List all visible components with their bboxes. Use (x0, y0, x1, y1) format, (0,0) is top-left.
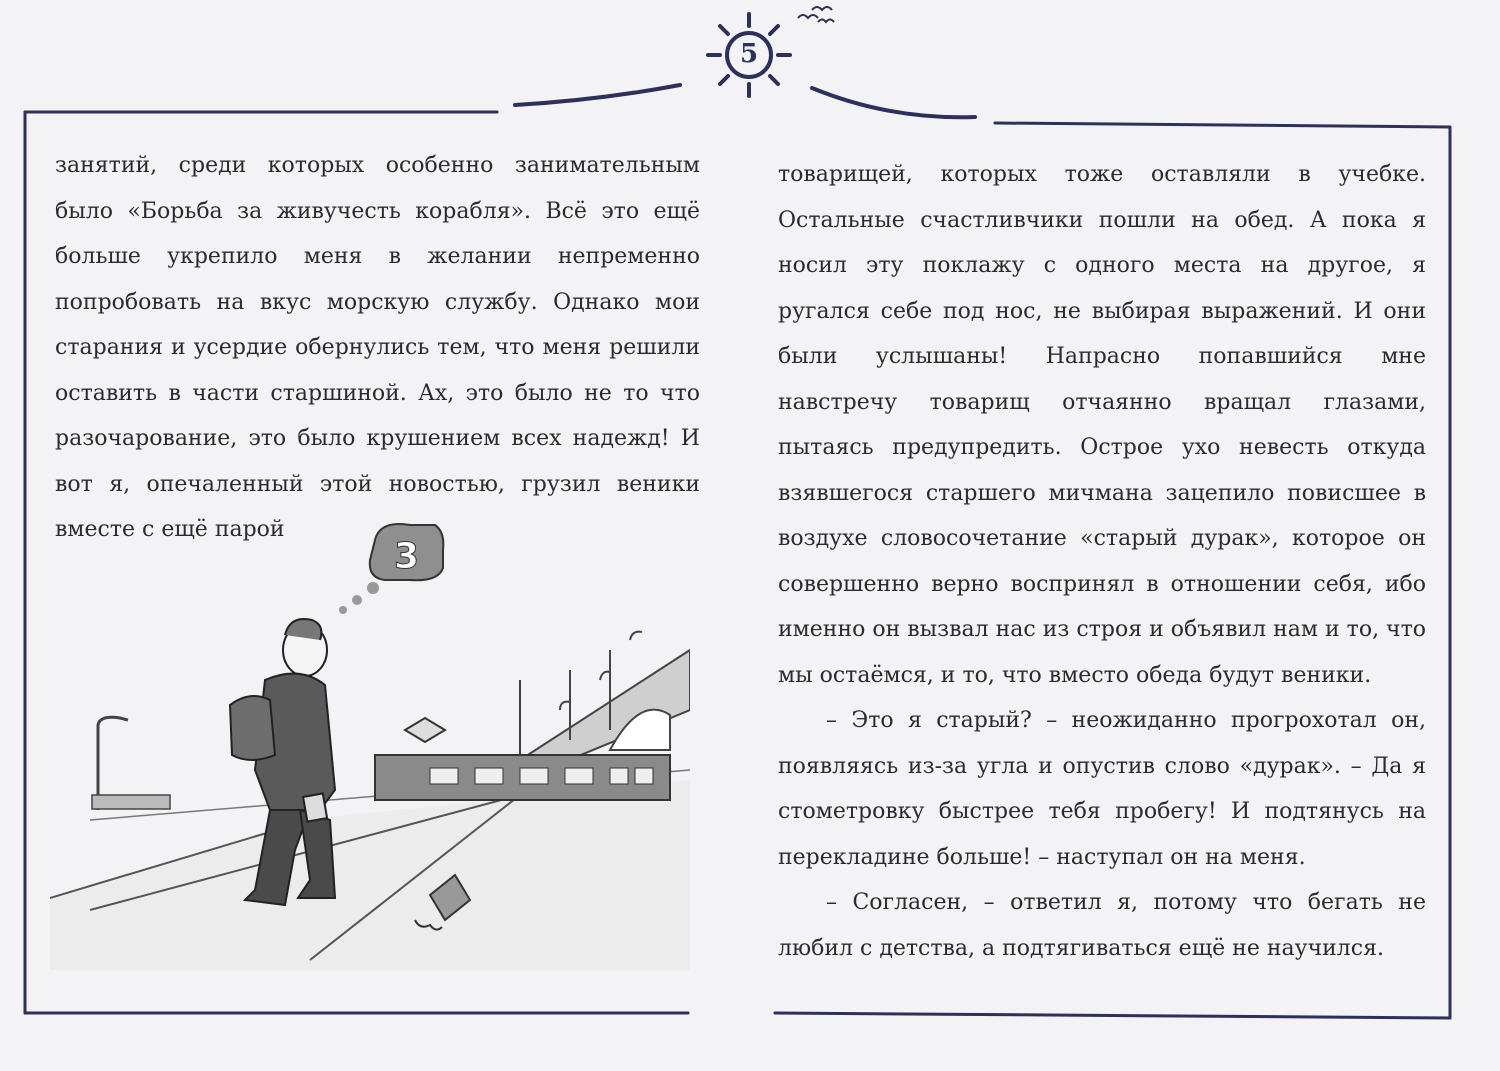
seagulls-icon (798, 7, 834, 22)
left-paragraph: занятий, среди которых особенно занимательным было «Борьба за живучесть корабля». Всё это ещё больше укрепило меня в желании непременно попробовать на вкус морскую службу. Однако мои старания и усердие обернулись тем, что меня решили оставить в части старшиной. Ах, это было не то что разочарование, это было крушением всех надежд! И вот я, опечаленный этой новостью, грузил веники вместе с ещё парой (55, 153, 700, 542)
right-paragraph-1: товарищей, которых тоже оставляли в учебке. Остальные счастливчики пошли на обед. А пока я носил эту поклажу с одного места на другое, я ругался себе под нос, не выбирая выражений. И они были услышаны! Напрасно попавшийся мне навстречу товарищ отчаянно вращал глазами, пытаясь предупредить. Острое ухо невесть откуда взявшегося старшего мичмана зацепило повисшее в воздухе словосочетание «старый дурак», которое он совершенно верно воспринял в отношении себя, ибо именно он вызвал нас из строя и объявил нам и то, что мы остаёмся, и то, что вместо обеда будут веники. (778, 162, 1427, 688)
sailor-walking-illustration (50, 520, 690, 970)
right-paragraph-2: – Это я старый? – неожиданно прогрохотал он, появляясь из-за угла и опустив слово «дурак». – Да я стометровку быстрее тебя пробегу! И подтянусь на перекладине больше! – наступал он на меня. (778, 708, 1426, 870)
left-text-column (55, 143, 700, 553)
page-number: 5 (739, 39, 759, 69)
thought-bubble-number: 3 (394, 536, 420, 577)
right-text-column (778, 152, 1426, 971)
right-paragraph-3: – Согласен, – ответил я, потому что бегать не любил с детства, а подтягиваться ещё не научился. (778, 890, 1426, 961)
